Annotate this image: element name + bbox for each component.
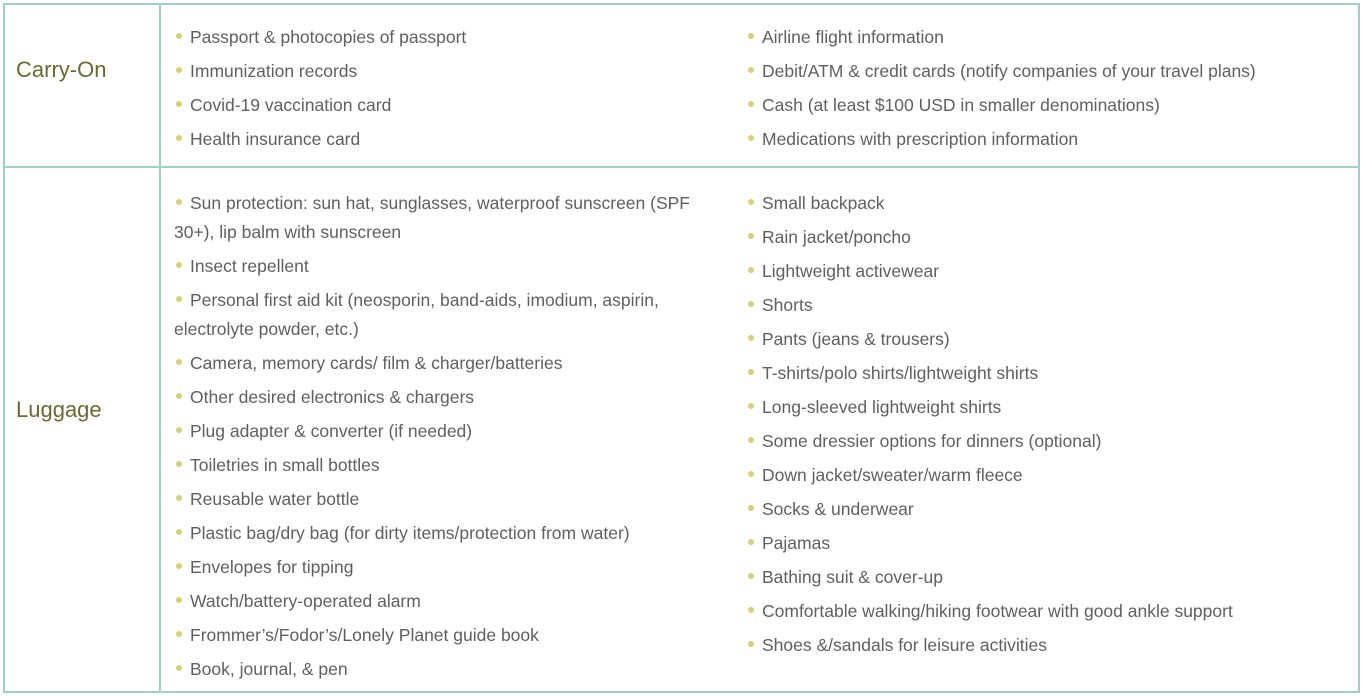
bullet-icon bbox=[176, 665, 182, 671]
list-item bbox=[746, 495, 1346, 524]
list-item bbox=[174, 383, 722, 412]
bullet-icon bbox=[748, 573, 754, 579]
list-item-text: Plastic bag/dry bag (for dirty items/protection from water) bbox=[190, 523, 630, 543]
bullet-icon bbox=[176, 67, 182, 73]
bullet-icon bbox=[176, 135, 182, 141]
list-item bbox=[746, 631, 1346, 660]
list-item bbox=[174, 349, 722, 378]
list-item bbox=[174, 485, 722, 514]
list-item-text: Down jacket/sweater/warm fleece bbox=[762, 465, 1023, 485]
list-item-text: Insect repellent bbox=[190, 256, 309, 276]
bullet-icon bbox=[176, 461, 182, 467]
row-label-cell bbox=[5, 168, 161, 693]
bullet-icon bbox=[748, 33, 754, 39]
luggage-right-list bbox=[746, 189, 1346, 665]
list-item bbox=[174, 451, 722, 480]
list-item-text: Bathing suit & cover-up bbox=[762, 567, 943, 587]
list-item-text: Pajamas bbox=[762, 533, 831, 553]
list-item-text: Other desired electronics & chargers bbox=[190, 387, 475, 407]
list-item bbox=[174, 23, 722, 52]
list-item-text: Some dressier options for dinners (optional) bbox=[762, 431, 1102, 451]
carry-on-left-list bbox=[174, 23, 722, 159]
list-item-text: Watch/battery-operated alarm bbox=[190, 591, 421, 611]
list-item bbox=[746, 359, 1346, 388]
list-item bbox=[746, 393, 1346, 422]
bullet-icon bbox=[176, 101, 182, 107]
list-item-text: Comfortable walking/hiking footwear with good ankle support bbox=[762, 601, 1233, 621]
list-item bbox=[174, 91, 722, 120]
list-item-text: Debit/ATM & credit cards (notify companies of your travel plans) bbox=[762, 61, 1256, 81]
list-item-text: Frommer’s/Fodor’s/Lonely Planet guide book bbox=[190, 625, 539, 645]
bullet-icon bbox=[748, 641, 754, 647]
bullet-icon bbox=[176, 597, 182, 603]
list-item bbox=[746, 427, 1346, 456]
list-item-text: Rain jacket/poncho bbox=[762, 227, 911, 247]
bullet-icon bbox=[748, 471, 754, 477]
list-item-text: Immunization records bbox=[190, 61, 358, 81]
bullet-icon bbox=[748, 267, 754, 273]
list-item-text: Airline flight information bbox=[762, 27, 944, 47]
bullet-icon bbox=[748, 505, 754, 511]
list-item bbox=[746, 189, 1346, 218]
list-item-text: Lightweight activewear bbox=[762, 261, 940, 281]
bullet-icon bbox=[748, 437, 754, 443]
list-item bbox=[746, 125, 1346, 154]
bullet-icon bbox=[176, 563, 182, 569]
list-item-text: Cash (at least $100 USD in smaller denominations) bbox=[762, 95, 1160, 115]
list-item bbox=[174, 57, 722, 86]
list-item bbox=[746, 563, 1346, 592]
list-item bbox=[174, 252, 722, 281]
list-item-text: Medications with prescription information bbox=[762, 129, 1079, 149]
carry-on-right-list bbox=[746, 23, 1346, 159]
list-item bbox=[174, 286, 722, 344]
list-item-text: Book, journal, & pen bbox=[190, 659, 348, 679]
bullet-icon bbox=[748, 135, 754, 141]
list-item-text: Shorts bbox=[762, 295, 813, 315]
list-item-text: Socks & underwear bbox=[762, 499, 914, 519]
bullet-icon bbox=[748, 539, 754, 545]
list-item-text: Sun protection: sun hat, sunglasses, waterproof sunscreen (SPF 30+), lip balm with sunscreen bbox=[174, 193, 690, 242]
list-item-text: Health insurance card bbox=[190, 129, 361, 149]
list-item bbox=[746, 57, 1346, 86]
packing-list-table bbox=[3, 3, 1360, 693]
bullet-icon bbox=[176, 33, 182, 39]
bullet-icon bbox=[748, 607, 754, 613]
list-item bbox=[746, 597, 1346, 626]
list-item-text: Shoes &/sandals for leisure activities bbox=[762, 635, 1047, 655]
bullet-icon bbox=[748, 199, 754, 205]
list-item bbox=[746, 23, 1346, 52]
bullet-icon bbox=[176, 199, 182, 205]
carry-on-row bbox=[5, 5, 1358, 168]
carry-on-label: Carry-On bbox=[16, 57, 107, 82]
list-item bbox=[746, 325, 1346, 354]
list-item bbox=[174, 417, 722, 446]
list-item bbox=[746, 257, 1346, 286]
list-item bbox=[174, 553, 722, 582]
list-item-text: Envelopes for tipping bbox=[190, 557, 354, 577]
list-item-text: Personal first aid kit (neosporin, band-aids, imodium, aspirin, electrolyte powder, etc.) bbox=[174, 290, 659, 339]
list-item bbox=[746, 461, 1346, 490]
luggage-label: Luggage bbox=[16, 397, 102, 422]
bullet-icon bbox=[176, 393, 182, 399]
row-label-cell bbox=[5, 5, 161, 166]
list-item-text: T-shirts/polo shirts/lightweight shirts bbox=[762, 363, 1039, 383]
bullet-icon bbox=[176, 262, 182, 268]
bullet-icon bbox=[748, 233, 754, 239]
bullet-icon bbox=[748, 369, 754, 375]
list-item bbox=[746, 291, 1346, 320]
list-item bbox=[174, 621, 722, 650]
bullet-icon bbox=[176, 427, 182, 433]
list-item bbox=[174, 655, 722, 684]
list-item-text: Reusable water bottle bbox=[190, 489, 360, 509]
list-item-text: Passport & photocopies of passport bbox=[190, 27, 467, 47]
bullet-icon bbox=[176, 359, 182, 365]
bullet-icon bbox=[176, 631, 182, 637]
list-item bbox=[174, 189, 722, 247]
list-item bbox=[746, 529, 1346, 558]
list-item-text: Long-sleeved lightweight shirts bbox=[762, 397, 1002, 417]
luggage-left-list bbox=[174, 189, 722, 689]
bullet-icon bbox=[748, 101, 754, 107]
list-item bbox=[746, 91, 1346, 120]
list-item-text: Toiletries in small bottles bbox=[190, 455, 380, 475]
list-item bbox=[746, 223, 1346, 252]
bullet-icon bbox=[748, 403, 754, 409]
list-item-text: Covid-19 vaccination card bbox=[190, 95, 392, 115]
list-item-text: Camera, memory cards/ film & charger/batteries bbox=[190, 353, 563, 373]
bullet-icon bbox=[748, 335, 754, 341]
bullet-icon bbox=[176, 529, 182, 535]
list-item-text: Plug adapter & converter (if needed) bbox=[190, 421, 473, 441]
list-item bbox=[174, 587, 722, 616]
bullet-icon bbox=[176, 495, 182, 501]
list-item bbox=[174, 519, 722, 548]
bullet-icon bbox=[176, 296, 182, 302]
luggage-row bbox=[5, 168, 1358, 693]
bullet-icon bbox=[748, 67, 754, 73]
list-item-text: Pants (jeans & trousers) bbox=[762, 329, 950, 349]
list-item bbox=[174, 125, 722, 154]
bullet-icon bbox=[748, 301, 754, 307]
list-item-text: Small backpack bbox=[762, 193, 885, 213]
